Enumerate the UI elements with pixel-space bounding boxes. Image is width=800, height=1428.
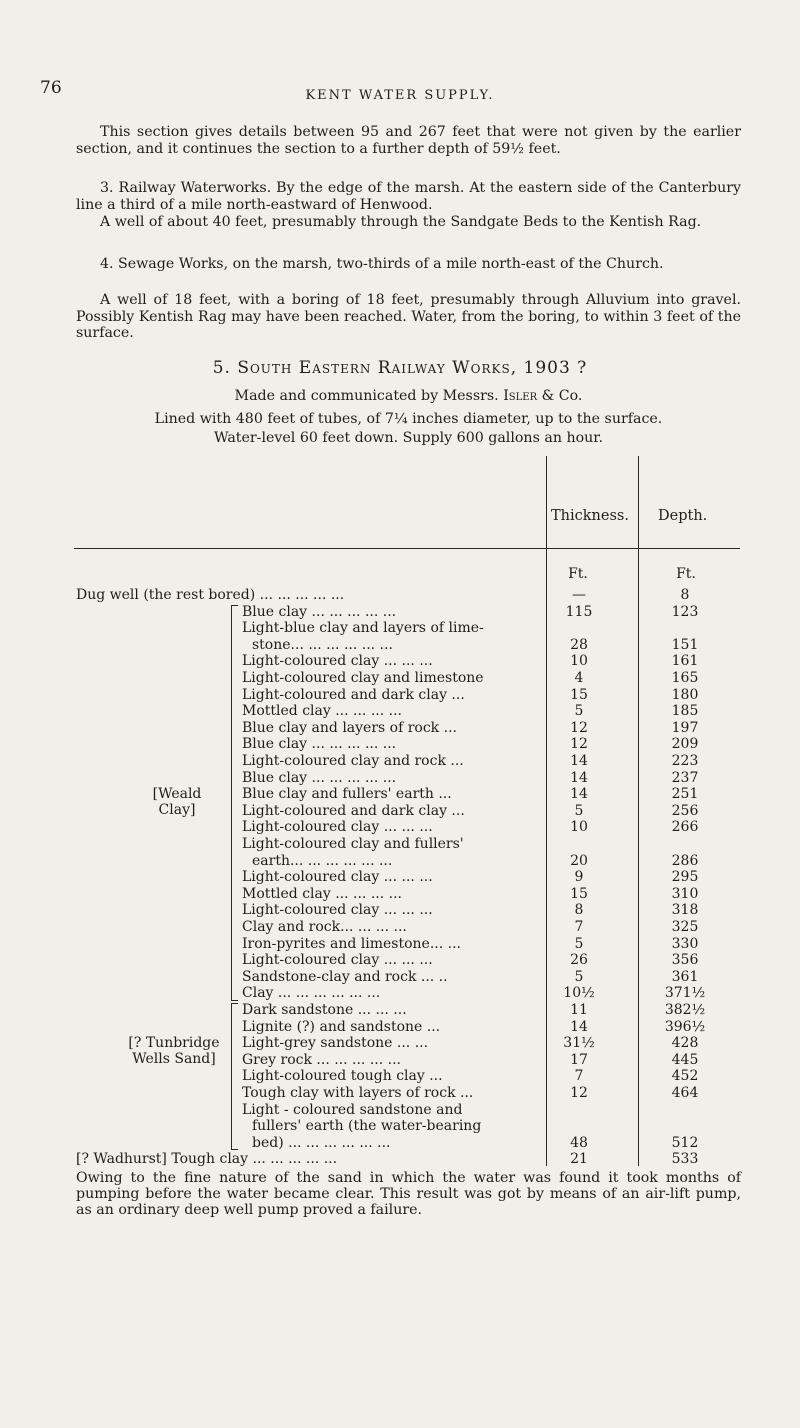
- depth-cell: 185: [671, 703, 699, 720]
- thickness-cell: 21: [570, 1151, 588, 1168]
- depth-cell: 8: [680, 587, 690, 603]
- depth-cell: 452: [671, 1068, 699, 1085]
- table-row: [0, 620, 800, 636]
- depth-cell: 533: [671, 1151, 699, 1168]
- stratum-name: Light-blue clay and layers of lime-: [242, 620, 484, 637]
- table-row: [0, 969, 800, 985]
- table-row: [0, 1085, 800, 1101]
- paragraph-intro: This section gives details between 95 and 267 feet that were not given by the earlier section, and it continues the section to a further depth of 59½ feet.: [76, 124, 741, 157]
- table-row: [0, 819, 800, 835]
- thickness-cell: 31½: [563, 1035, 595, 1052]
- thickness-cell: 10½: [563, 985, 595, 1002]
- thickness-cell: 12: [570, 719, 588, 736]
- thickness-cell: 10: [570, 819, 588, 836]
- table-row: [0, 753, 800, 769]
- thickness-cell: 5: [574, 935, 584, 952]
- stratum-name: Light - coloured sandstone and: [242, 1101, 463, 1118]
- thickness-cell: 5: [574, 703, 584, 720]
- thickness-cell: 12: [570, 736, 588, 753]
- table-row: [0, 786, 800, 802]
- stratum-name: [? Wadhurst] Tough clay ... ... ... ... ...: [76, 1151, 338, 1168]
- stratum-name: Iron-pyrites and limestone... ...: [242, 935, 461, 952]
- table-row: [0, 902, 800, 918]
- stratum-name: Light-coloured clay ... ... ...: [242, 869, 433, 886]
- table-row: [0, 687, 800, 703]
- depth-cell: 161: [671, 653, 699, 670]
- table-row: [0, 869, 800, 885]
- table-row: [0, 936, 800, 952]
- thickness-cell: —: [572, 587, 586, 603]
- section-lining: Lined with 480 feet of tubes, of 7¼ inches diameter, up to the surface.: [154, 411, 663, 427]
- depth-cell: 165: [671, 670, 699, 686]
- depth-cell: 123: [671, 603, 699, 620]
- depth-cell: 325: [671, 919, 699, 935]
- thickness-cell: 15: [570, 885, 588, 902]
- table-row: [0, 1102, 800, 1118]
- table-row: [0, 770, 800, 786]
- running-head: KENT WATER SUPPLY.: [305, 88, 495, 103]
- thickness-cell: 9: [574, 869, 584, 886]
- depth-cell: 256: [671, 802, 699, 819]
- stratum-name: Light-grey sandstone ... ...: [242, 1035, 429, 1052]
- stratum-name: Light-coloured clay ... ... ...: [242, 952, 433, 969]
- page-number: 76: [40, 78, 62, 98]
- stratum-name: Blue clay and layers of rock ...: [242, 719, 457, 736]
- depth-cell: 445: [671, 1051, 699, 1068]
- thickness-cell: 20: [570, 852, 588, 869]
- group-label-tunbridge: [? Tunbridge Wells Sand]: [128, 1035, 220, 1068]
- depth-cell: 361: [671, 968, 699, 985]
- thickness-cell: 14: [570, 753, 588, 769]
- section-credit: [76, 388, 741, 405]
- depth-cell: 356: [671, 952, 699, 969]
- stratum-name: Light-coloured and dark clay ...: [242, 802, 465, 819]
- depth-cell: 180: [671, 686, 699, 703]
- thickness-cell: 11: [570, 1002, 588, 1018]
- table-row: [0, 886, 800, 902]
- stratum-name: Grey rock ... ... ... ... ...: [242, 1051, 401, 1068]
- table-row: [0, 803, 800, 819]
- stratum-name: Mottled clay ... ... ... ...: [242, 885, 402, 902]
- depth-cell: 286: [671, 852, 699, 869]
- table-row: [0, 670, 800, 686]
- thickness-cell: 4: [574, 670, 584, 686]
- table-row: [0, 1019, 800, 1035]
- table-row: [0, 1035, 800, 1051]
- thickness-cell: 7: [574, 919, 584, 935]
- depth-cell: 295: [671, 869, 699, 886]
- column-header-thickness: Thickness.: [551, 508, 629, 524]
- thickness-cell: 8: [574, 902, 584, 919]
- stratum-name: Clay and rock... ... ... ...: [242, 919, 407, 935]
- group-label-weald: [Weald Clay]: [152, 786, 202, 819]
- depth-cell: 396½: [664, 1018, 706, 1035]
- stratum-name: Light-coloured clay and rock ...: [242, 753, 464, 769]
- stratum-name: bed) ... ... ... ... ... ...: [252, 1134, 391, 1151]
- table-row: [0, 604, 800, 620]
- stratum-name: Lignite (?) and sandstone ...: [242, 1018, 441, 1035]
- depth-cell: 464: [671, 1085, 699, 1101]
- paragraph-railway-waterworks: 3. Railway Waterworks. By the edge of the marsh. At the eastern side of the Canterbury line a third of a mile north-eastward of Henwood.: [76, 180, 741, 213]
- depth-cell: 197: [671, 719, 699, 736]
- table-row: [0, 653, 800, 669]
- table-top-rule: [74, 548, 740, 549]
- table-row: [0, 836, 800, 852]
- thickness-cell: 5: [574, 802, 584, 819]
- depth-cell: 330: [671, 935, 699, 952]
- table-row: [0, 720, 800, 736]
- stratum-name: fullers' earth (the water-bearing: [252, 1118, 482, 1135]
- stratum-name: Tough clay with layers of rock ...: [242, 1085, 474, 1101]
- stratum-name: Light-coloured and dark clay ...: [242, 686, 465, 703]
- depth-cell: 223: [671, 753, 699, 769]
- table-row: [0, 587, 800, 603]
- table-row: [0, 1135, 800, 1151]
- stratum-name: Dug well (the rest bored) ... ... ... ... ...: [76, 587, 345, 603]
- depth-cell: 266: [671, 819, 699, 836]
- thickness-cell: 14: [570, 1018, 588, 1035]
- stratum-name: Light-coloured clay ... ... ...: [242, 902, 433, 919]
- stratum-name: Blue clay ... ... ... ... ...: [242, 603, 397, 620]
- credit-suffix: & Co.: [537, 388, 583, 404]
- table-row: [0, 1118, 800, 1134]
- stratum-name: Dark sandstone ... ... ...: [242, 1002, 407, 1018]
- table-row: [0, 1068, 800, 1084]
- depth-cell: 237: [671, 769, 699, 786]
- table-row: [0, 919, 800, 935]
- depth-cell: 310: [671, 885, 699, 902]
- thickness-cell: 115: [565, 603, 593, 620]
- thickness-cell: 14: [570, 769, 588, 786]
- stratum-name: Mottled clay ... ... ... ...: [242, 703, 402, 720]
- paragraph-railway-well: A well of about 40 feet, presumably through the Sandgate Beds to the Kentish Rag.: [100, 214, 702, 230]
- depth-cell: 512: [671, 1134, 699, 1151]
- depth-cell: 318: [671, 902, 699, 919]
- stratum-name: stone... ... ... ... ... ...: [252, 636, 393, 653]
- depth-cell: 251: [671, 786, 699, 803]
- thickness-cell: 14: [570, 786, 588, 803]
- footnote: Owing to the fine nature of the sand in which the water was found it took months of pumping before the water became clear. This result was got by means of an air-lift pump, as an ordinary deep well pump proved a failure.: [76, 1170, 741, 1218]
- thickness-cell: 17: [570, 1051, 588, 1068]
- stratum-name: Sandstone-clay and rock ... ..: [242, 968, 448, 985]
- thickness-cell: 28: [570, 636, 588, 653]
- stratum-name: Light-coloured clay and limestone: [242, 670, 484, 686]
- unit-thickness: Ft.: [568, 566, 588, 582]
- paragraph-sewage-well: A well of 18 feet, with a boring of 18 feet, presumably through Alluvium into gravel. Possibly Kentish Rag may have been reached. Water, from the boring, to within 3 feet of the surface.: [76, 292, 741, 341]
- stratum-name: Blue clay ... ... ... ... ...: [242, 769, 397, 786]
- thickness-cell: 12: [570, 1085, 588, 1101]
- thickness-cell: 26: [570, 952, 588, 969]
- table-row: [0, 703, 800, 719]
- table-row: [0, 853, 800, 869]
- section-heading: 5. South Eastern Railway Works, 1903 ?: [212, 358, 588, 378]
- stratum-name: earth... ... ... ... ... ...: [252, 852, 393, 869]
- stratum-name: Blue clay ... ... ... ... ...: [242, 736, 397, 753]
- table-row: [0, 1052, 800, 1068]
- depth-cell: 382½: [664, 1002, 706, 1018]
- column-header-depth: Depth.: [658, 508, 708, 524]
- credit-name: Isler: [503, 388, 538, 404]
- paragraph-sewage-works: 4. Sewage Works, on the marsh, two-thirds of a mile north-east of the Church.: [100, 256, 664, 272]
- table-row: [0, 952, 800, 968]
- table-row: [0, 736, 800, 752]
- stratum-name: Clay ... ... ... ... ... ...: [242, 985, 381, 1002]
- stratum-name: Light-coloured tough clay ...: [242, 1068, 443, 1085]
- stratum-name: Blue clay and fullers' earth ...: [242, 786, 452, 803]
- depth-cell: 209: [671, 736, 699, 753]
- section-water-level: Water-level 60 feet down. Supply 600 gallons an hour.: [213, 430, 604, 446]
- table-row: [0, 1002, 800, 1018]
- thickness-cell: 7: [574, 1068, 584, 1085]
- stratum-name: Light-coloured clay ... ... ...: [242, 819, 433, 836]
- table-row: [0, 637, 800, 653]
- stratum-name: Light-coloured clay and fullers': [242, 836, 464, 852]
- table-row: [0, 1151, 800, 1167]
- table-row: [0, 985, 800, 1001]
- stratum-name: Light-coloured clay ... ... ...: [242, 653, 433, 670]
- thickness-cell: 5: [574, 968, 584, 985]
- unit-depth: Ft.: [676, 566, 696, 582]
- thickness-cell: 15: [570, 686, 588, 703]
- thickness-cell: 10: [570, 653, 588, 670]
- thickness-cell: 48: [570, 1134, 588, 1151]
- credit-prefix: Made and communicated by Messrs.: [234, 388, 504, 404]
- depth-cell: 428: [671, 1035, 699, 1052]
- depth-cell: 151: [671, 636, 699, 653]
- depth-cell: 371½: [664, 985, 706, 1002]
